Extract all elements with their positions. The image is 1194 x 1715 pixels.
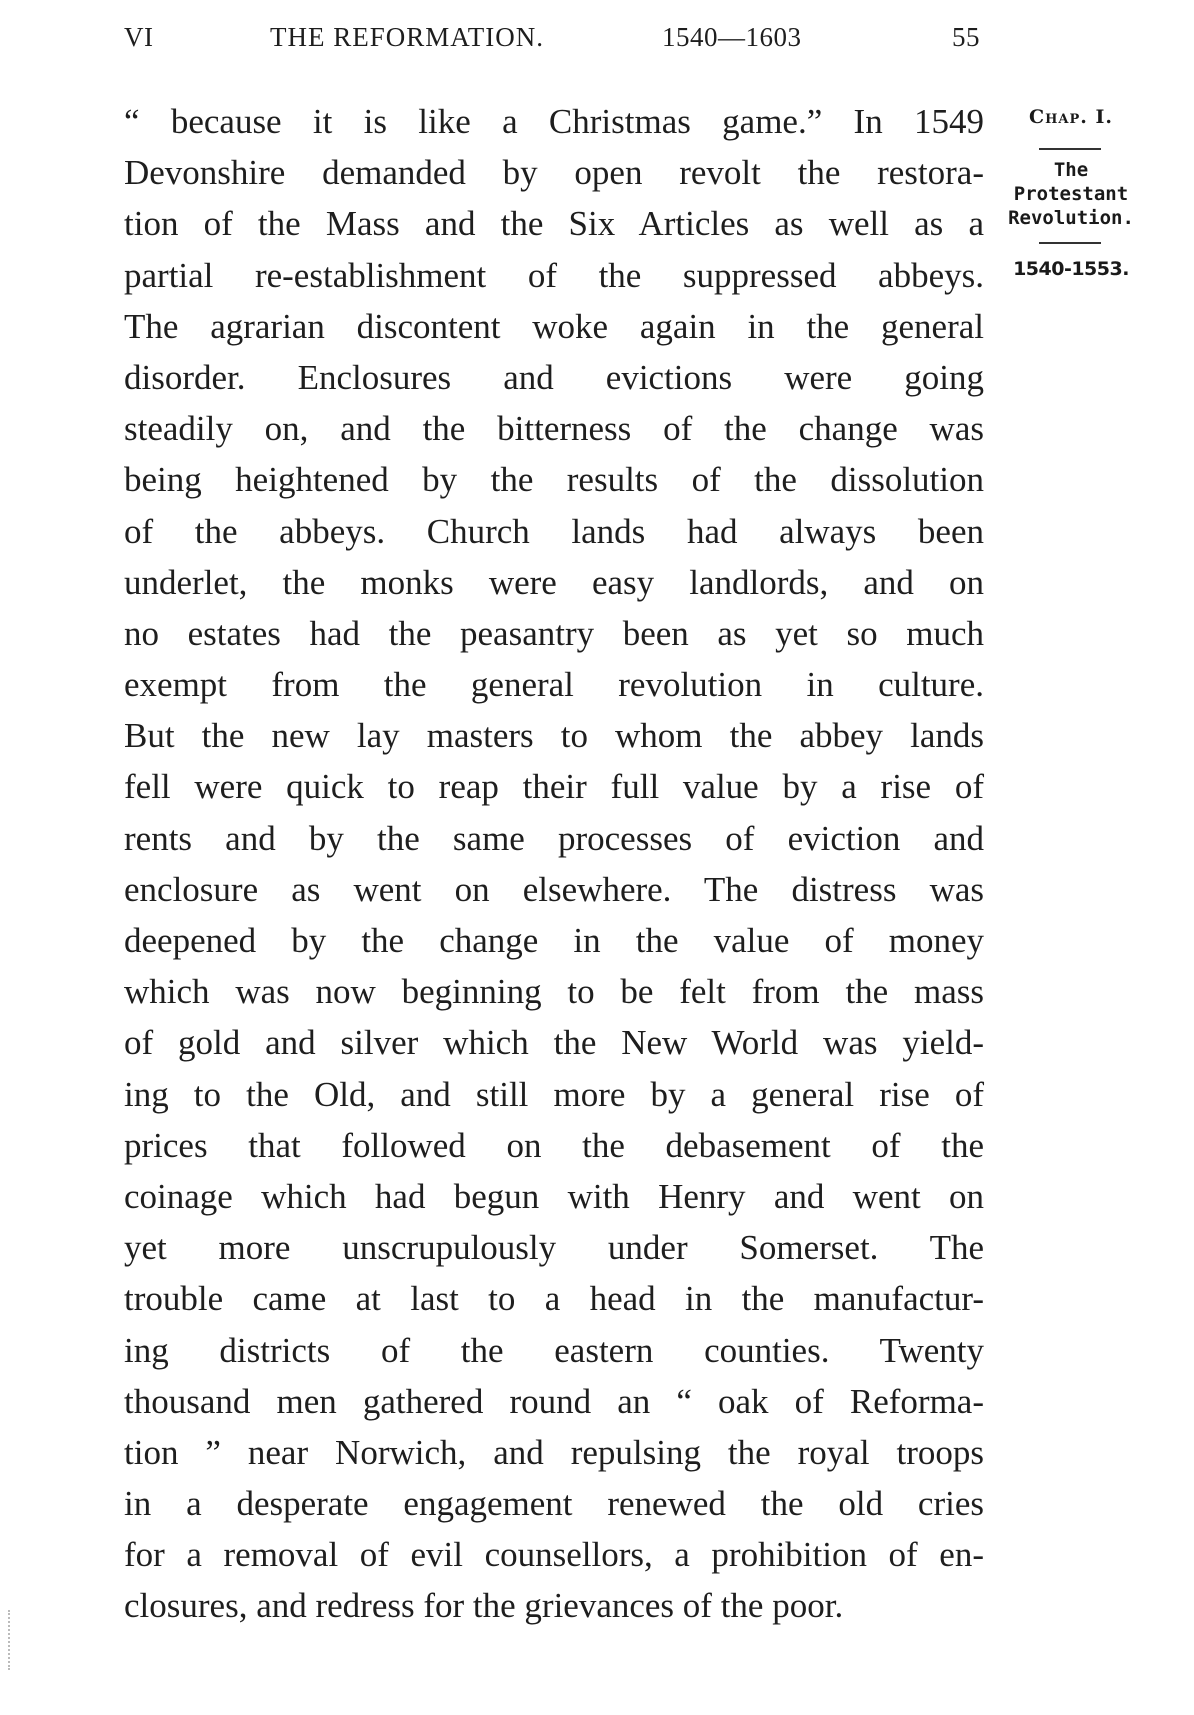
body-line-10: underlet, the monks were easy landlords, and on [124, 562, 984, 602]
body-line-5: The agrarian discontent woke again in the general [124, 306, 984, 346]
body-line-24: trouble came at last to a head in the manufactur- [124, 1279, 984, 1319]
running-head-title: THE REFORMATION. [270, 22, 545, 52]
body-line-30: closures, and redress for the grievances of the poor. [124, 1586, 844, 1626]
body-line-6: disorder. Enclosures and evictions were going [124, 357, 984, 397]
body-line-25: ing districts of the eastern counties. Twenty [124, 1330, 984, 1370]
page-number: 55 [952, 22, 980, 52]
body-line-7: steadily on, and the bitterness of the change was [124, 409, 984, 449]
body-text [124, 96, 984, 1632]
body-line-4: partial re-establishment of the suppressed abbeys. [124, 255, 984, 295]
body-line-29: for a removal of evil counsellors, a prohibition of en- [124, 1535, 984, 1575]
body-line-8: being heightened by the results of the dissolution [124, 460, 984, 500]
running-head-dates: 1540—1603 [662, 22, 802, 52]
body-line-13: But the new lay masters to whom the abbey lands [124, 716, 984, 756]
body-line-27: tion ” near Norwich, and repulsing the royal troops [124, 1432, 984, 1472]
body-line-26: thousand men gathered round an “ oak of Reforma- [124, 1381, 984, 1421]
body-line-20: ing to the Old, and still more by a general rise of [124, 1074, 984, 1114]
sidenote-divider-bottom [1039, 242, 1101, 244]
body-line-18: which was now beginning to be felt from the mass [124, 972, 984, 1012]
body-line-23: yet more unscrupulously under Somerset. The [124, 1228, 984, 1268]
body-line-17: deepened by the change in the value of money [124, 921, 984, 960]
margin-scan-mark [8, 1610, 12, 1670]
body-line-2: Devonshire demanded by open revolt the restora- [124, 153, 984, 193]
sidenote-divider-top [1039, 148, 1101, 150]
sidenote-dates: 1540-1553. [1013, 258, 1129, 280]
body-line-14: fell were quick to reap their full value by a rise of [124, 767, 984, 807]
sidenote-topic-line-3: Revolution. [1008, 207, 1134, 229]
body-line-9: of the abbeys. Church lands had always been [124, 511, 984, 551]
sidenote-topic-line-2: Protestant [1013, 183, 1129, 205]
body-line-11: no estates had the peasantry been as yet so much [124, 613, 984, 653]
sidenote-topic [990, 158, 1152, 230]
body-line-22: coinage which had begun with Henry and went on [124, 1176, 984, 1216]
body-line-15: rents and by the same processes of eviction and [124, 818, 984, 858]
body-line-12: exempt from the general revolution in culture. [124, 665, 984, 705]
running-head [124, 22, 984, 62]
body-line-3: tion of the Mass and the Six Articles as well as a [124, 204, 984, 244]
body-line-1: “ because it is like a Christmas game.” In 1549 [124, 102, 984, 141]
sidenote-chapter: Chap. I. [1029, 106, 1113, 128]
running-head-chapter: VI [124, 22, 154, 52]
body-line-21: prices that followed on the debasement of the [124, 1125, 984, 1165]
body-line-16: enclosure as went on elsewhere. The distress was [124, 869, 984, 909]
body-line-19: of gold and silver which the New World was yield- [124, 1023, 984, 1063]
body-line-28: in a desperate engagement renewed the old cries [124, 1484, 984, 1524]
sidenote-topic-line-1: The [1053, 159, 1089, 181]
